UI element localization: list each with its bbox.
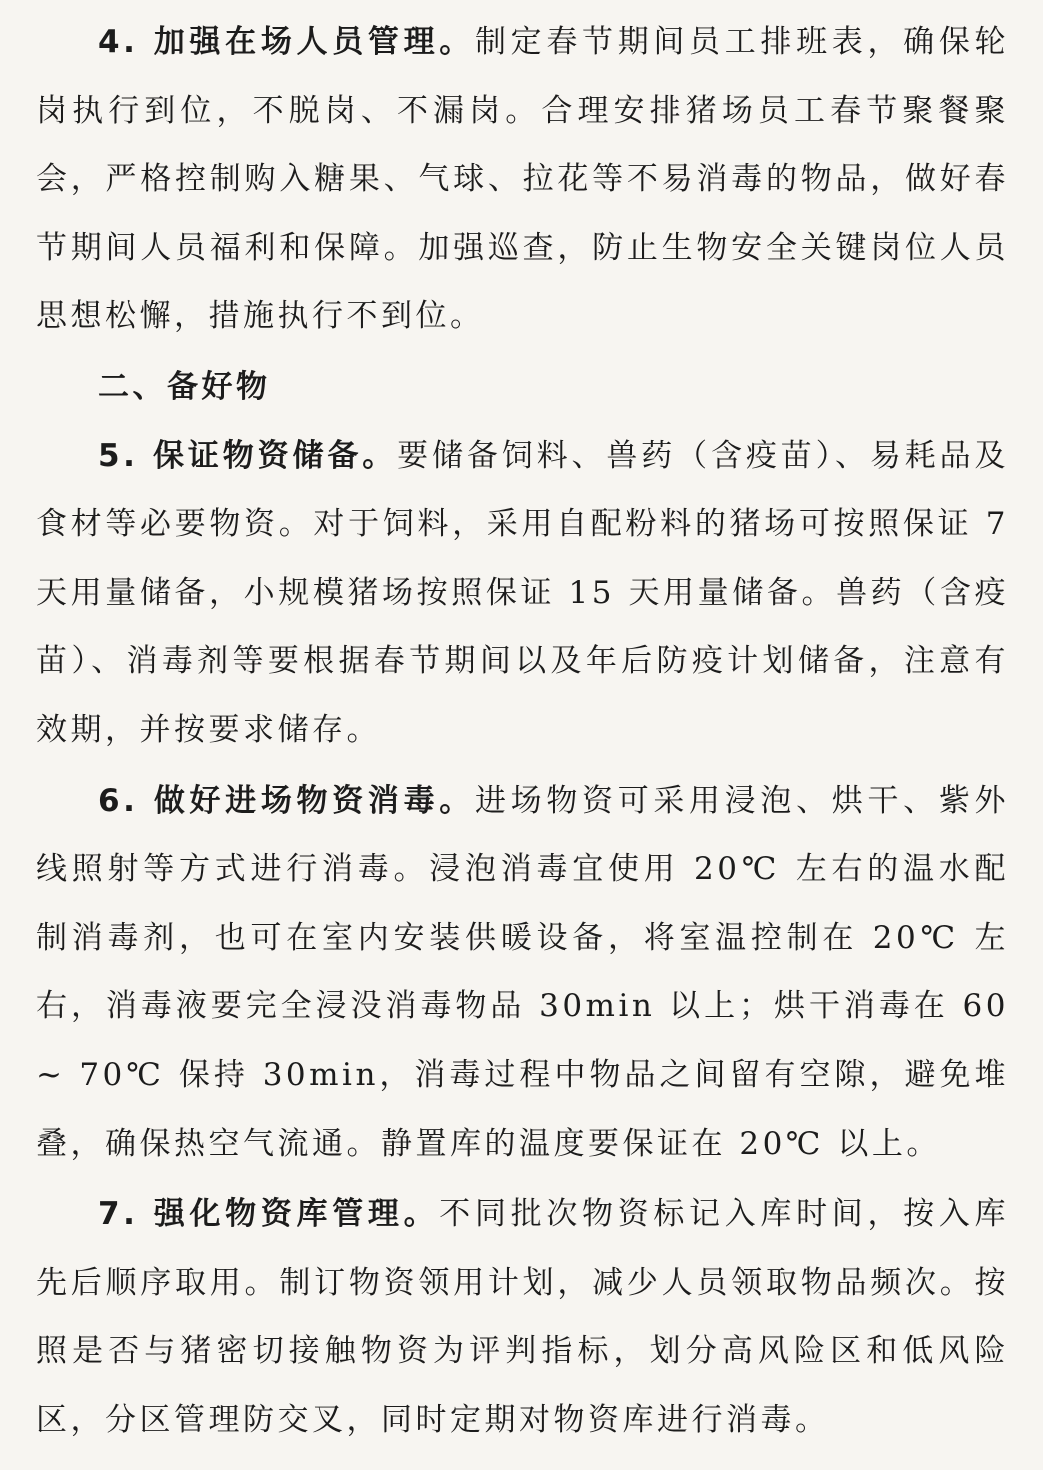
paragraph-4-body: 制定春节期间员工排班表，确保轮岗执行到位，不脱岗、不漏岗。合理安排猪场员工春节聚餐聚会，严格控制购入糖果、气球、拉花等不易消毒的物品，做好春节期间人员福利和保障。加强巡查，防止生物安全关键岗位人员思想松懈，措施执行不到位。 bbox=[36, 24, 1010, 335]
section-heading: 二、备好物 bbox=[98, 368, 271, 405]
paragraph-6-lead: 6. 做好进场物资消毒。 bbox=[98, 782, 475, 819]
paragraph-6 bbox=[36, 767, 1009, 1179]
paragraph-4-lead: 4. 加强在场人员管理。 bbox=[98, 24, 475, 60]
paragraph-7-body: 不同批次物资标记入库时间，按入库先后顺序取用。制订物资领用计划，减少人员领取物品频次。按照是否与猪密切接触物资为评判指标，划分高风险区和低风险区，分区管理防交叉，同时定期对物资库进行消毒。 bbox=[36, 1196, 1010, 1438]
paragraph-5 bbox=[36, 422, 1009, 765]
paragraph-5-lead: 5. 保证物资储备。 bbox=[98, 437, 398, 474]
paragraph-5-body: 要储备饲料、兽药（含疫苗）、易耗品及食材等必要物资。对于饲料，采用自配粉料的猪场可按照保证 7 天用量储备，小规模猪场按照保证 15 天用量储备。兽药（含疫苗）、消毒剂等要根据春节期间以及年后防疫计划储备，注意有效期，并按要求储存。 bbox=[36, 437, 1010, 748]
paragraph-6-body: 进场物资可采用浸泡、烘干、紫外线照射等方式进行消毒。浸泡消毒宜使用 20℃ 左右的温水配制消毒剂，也可在室内安装供暖设备，将室温控制在 20℃ 左右，消毒液要完全浸没消毒物品 30min 以上；烘干消毒在 60 ~ 70℃ 保持 30min，消毒过程中物品之间留有空隙，避免堆叠，确保热空气流通。静置库的温度要保证在 20℃ 以上。 bbox=[36, 782, 1010, 1162]
paragraph-7-lead: 7. 强化物资库管理。 bbox=[98, 1196, 440, 1233]
paragraph-4 bbox=[36, 8, 1009, 351]
paragraph-7 bbox=[36, 1180, 1009, 1454]
